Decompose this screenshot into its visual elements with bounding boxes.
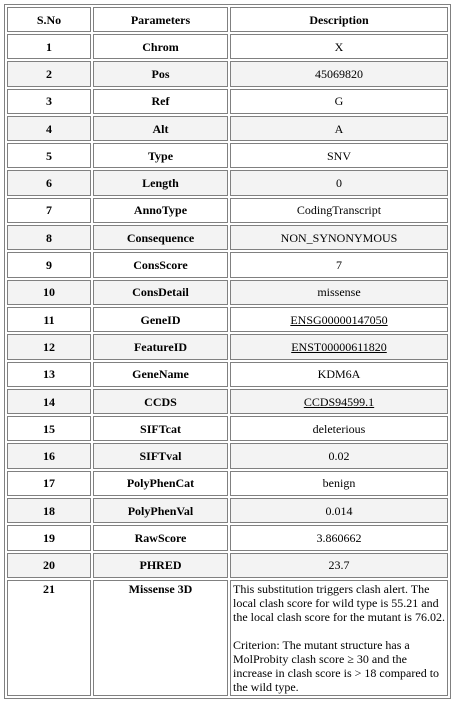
- row-description: X: [230, 34, 448, 59]
- row-parameter: RawScore: [93, 525, 228, 550]
- row-parameter: PolyPhenCat: [93, 471, 228, 496]
- row-number: 20: [7, 553, 91, 578]
- row-description: CodingTranscript: [230, 198, 448, 223]
- row-number: 10: [7, 280, 91, 305]
- row-description: NON_SYNONYMOUS: [230, 225, 448, 250]
- row-description: [230, 307, 448, 332]
- table-row: [7, 61, 448, 86]
- table-row: [7, 89, 448, 114]
- row-parameter: Chrom: [93, 34, 228, 59]
- table-row: [7, 252, 448, 277]
- row-number: 12: [7, 334, 91, 359]
- row-description: 3.860662: [230, 525, 448, 550]
- row-number: 13: [7, 362, 91, 387]
- row-number: 16: [7, 443, 91, 468]
- row-number: 4: [7, 116, 91, 141]
- table-row: [7, 362, 448, 387]
- row-parameter: ConsDetail: [93, 280, 228, 305]
- row-description: missense: [230, 280, 448, 305]
- table-row: [7, 307, 448, 332]
- row-parameter: FeatureID: [93, 334, 228, 359]
- table-row: [7, 389, 448, 414]
- row-number: 7: [7, 198, 91, 223]
- row-description: [230, 389, 448, 414]
- row-parameter: Consequence: [93, 225, 228, 250]
- table-row: [7, 416, 448, 441]
- header-sno: S.No: [7, 7, 91, 32]
- missense-criterion-text: Criterion: The mutant structure has a MolProbity clash score ≥ 30 and the increase in clash score is > 18 compared to the wild type.: [233, 637, 440, 694]
- row-parameter: Ref: [93, 89, 228, 114]
- missense-clash-alert-text: This substitution triggers clash alert. The local clash score for wild type is 55.21 and the local clash score for the mutant is 76.02.: [233, 581, 445, 624]
- feature-id-link[interactable]: ENST00000611820: [291, 339, 387, 354]
- row-parameter: Missense 3D: [93, 580, 228, 696]
- table-row: [7, 170, 448, 195]
- row-number: 15: [7, 416, 91, 441]
- row-description: KDM6A: [230, 362, 448, 387]
- row-description: 0: [230, 170, 448, 195]
- ccds-link[interactable]: CCDS94599.1: [303, 394, 375, 409]
- row-parameter: Pos: [93, 61, 228, 86]
- row-parameter: GeneID: [93, 307, 228, 332]
- table-row: [7, 334, 448, 359]
- row-parameter: SIFTval: [93, 443, 228, 468]
- paragraph-gap: [233, 624, 445, 638]
- row-parameter: SIFTcat: [93, 416, 228, 441]
- row-number: 17: [7, 471, 91, 496]
- row-description: [230, 334, 448, 359]
- header-parameters: Parameters: [93, 7, 228, 32]
- row-number: 3: [7, 89, 91, 114]
- row-number: 8: [7, 225, 91, 250]
- row-description: 23.7: [230, 553, 448, 578]
- row-number: 18: [7, 498, 91, 523]
- row-parameter: Type: [93, 143, 228, 168]
- row-parameter: Alt: [93, 116, 228, 141]
- row-description: A: [230, 116, 448, 141]
- row-parameter: ConsScore: [93, 252, 228, 277]
- row-description: G: [230, 89, 448, 114]
- row-number: 6: [7, 170, 91, 195]
- table-row: [7, 580, 448, 696]
- table-row: [7, 553, 448, 578]
- row-number: 14: [7, 389, 91, 414]
- table-row: [7, 225, 448, 250]
- table-row: [7, 143, 448, 168]
- row-description: 0.014: [230, 498, 448, 523]
- row-number: 9: [7, 252, 91, 277]
- row-number: 2: [7, 61, 91, 86]
- row-description: deleterious: [230, 416, 448, 441]
- table-row: [7, 34, 448, 59]
- table-row: [7, 198, 448, 223]
- row-parameter: AnnoType: [93, 198, 228, 223]
- row-parameter: PolyPhenVal: [93, 498, 228, 523]
- row-parameter: CCDS: [93, 389, 228, 414]
- table-row: [7, 116, 448, 141]
- parameters-table: [4, 4, 451, 699]
- row-parameter: Length: [93, 170, 228, 195]
- header-description: Description: [230, 7, 448, 32]
- table-row: [7, 471, 448, 496]
- table-header-row: [7, 7, 448, 32]
- table-row: [7, 443, 448, 468]
- table-row: [7, 525, 448, 550]
- row-number: 11: [7, 307, 91, 332]
- row-parameter: PHRED: [93, 553, 228, 578]
- row-description: benign: [230, 471, 448, 496]
- row-number: 5: [7, 143, 91, 168]
- row-description: 45069820: [230, 61, 448, 86]
- row-number: 1: [7, 34, 91, 59]
- table-row: [7, 280, 448, 305]
- row-number: 19: [7, 525, 91, 550]
- row-description: SNV: [230, 143, 448, 168]
- row-number: 21: [7, 580, 91, 696]
- row-description: [230, 580, 448, 696]
- row-parameter: GeneName: [93, 362, 228, 387]
- row-description: 7: [230, 252, 448, 277]
- row-description: 0.02: [230, 443, 448, 468]
- gene-id-link[interactable]: ENSG00000147050: [290, 312, 388, 327]
- table-row: [7, 498, 448, 523]
